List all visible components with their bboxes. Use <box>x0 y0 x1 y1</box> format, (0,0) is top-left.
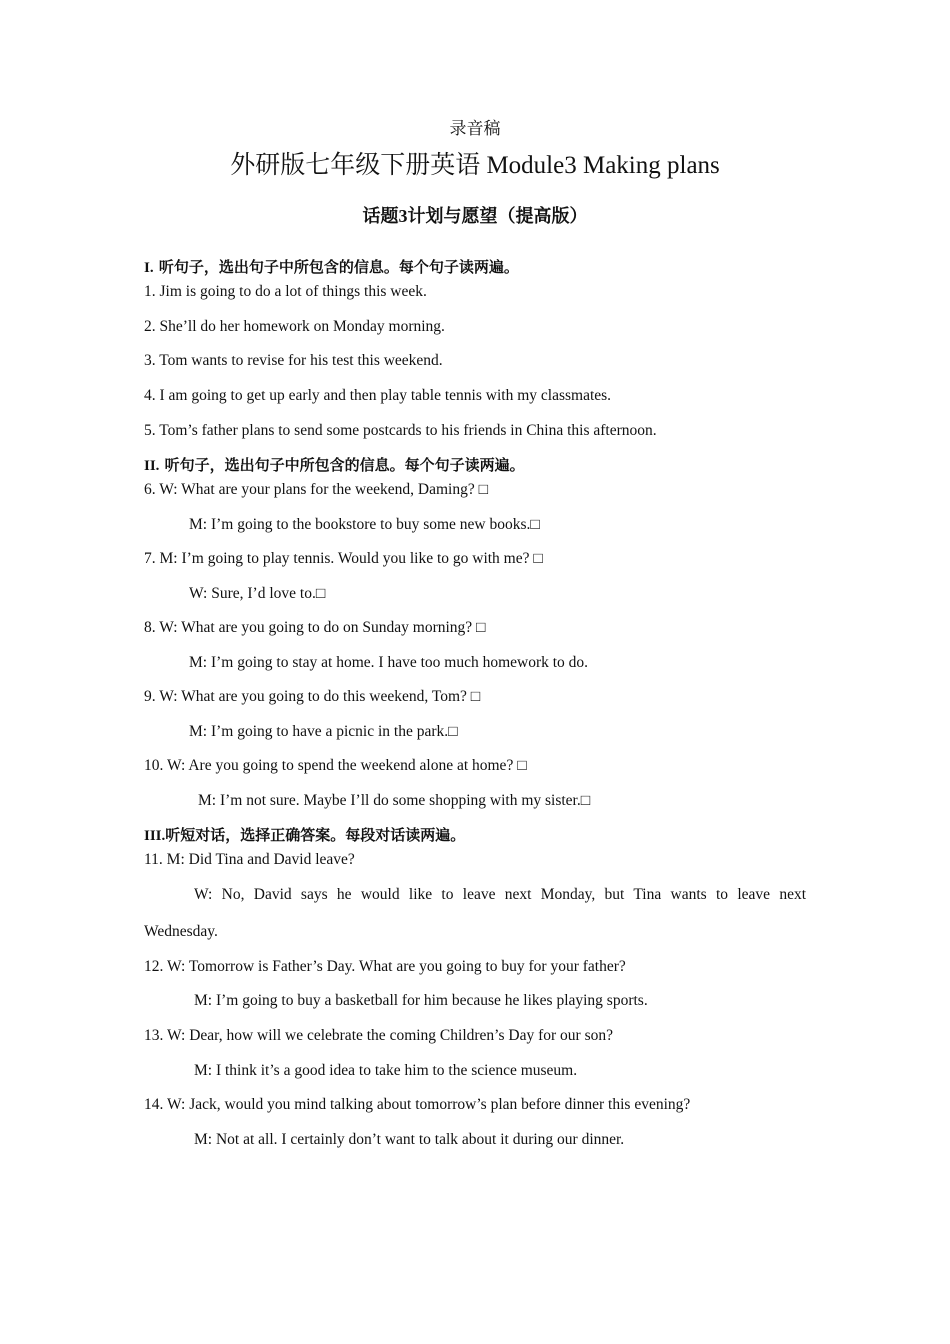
section-number: III. <box>144 828 166 844</box>
dialogue-9-answer: M: I’m going to have a picnic in the park.□ <box>189 723 458 740</box>
document-title: 外研版七年级下册英语 Module3 Making plans <box>230 152 720 179</box>
section-number: I. <box>144 260 154 276</box>
dialogue-9-question: 9. W: What are you going to do this weekend, Tom? □ <box>144 688 481 705</box>
dialogue-10-question: 10. W: Are you going to spend the weekend alone at home? □ <box>144 757 527 774</box>
topic-subtitle <box>0 207 950 226</box>
section-heading-2 <box>144 456 525 475</box>
subtitle-rest: 计划与愿望（提高版） <box>407 206 588 227</box>
subtitle-number: 3 <box>398 206 408 226</box>
dialogue-14-question: 14. W: Jack, would you mind talking about tomorrow’s plan before dinner this evening? <box>144 1096 691 1113</box>
sentence-4: 4. I am going to get up early and then play table tennis with my classmates. <box>144 387 612 404</box>
dialogue-11-answer: W: No, David says he would like to leave next Monday, but Tina wants to leave next <box>194 886 806 903</box>
section-instruction: 听句子，选出句子中所包含的信息。每个句子读两遍。 <box>158 258 519 276</box>
section-instruction: 听短对话，选择正确答案。每段对话读两遍。 <box>165 826 466 844</box>
sentence-2: 2. She’ll do her homework on Monday morning. <box>144 318 445 335</box>
dialogue-13-answer: M: I think it’s a good idea to take him to the science museum. <box>194 1062 578 1079</box>
dialogue-12-question: 12. W: Tomorrow is Father’s Day. What are you going to buy for your father? <box>144 958 626 975</box>
dialogue-14-answer: M: Not at all. I certainly don’t want to talk about it during our dinner. <box>194 1131 625 1148</box>
dialogue-10-answer: M: I’m not sure. Maybe I’ll do some shopping with my sister.□ <box>198 792 591 809</box>
section-heading-3 <box>144 826 465 845</box>
dialogue-8-answer: M: I’m going to stay at home. I have too much homework to do. <box>189 654 589 671</box>
subtitle-prefix: 话题 <box>362 206 399 227</box>
dialogue-7-answer: W: Sure, I’d love to.□ <box>189 585 326 602</box>
dialogue-6-question: 6. W: What are your plans for the weekend, Daming? □ <box>144 481 488 498</box>
dialogue-12-answer: M: I’m going to buy a basketball for him because he likes playing sports. <box>194 992 648 1009</box>
dialogue-7-question: 7. M: I’m going to play tennis. Would you like to go with me? □ <box>144 550 543 567</box>
dialogue-13-question: 13. W: Dear, how will we celebrate the coming Children’s Day for our son? <box>144 1027 613 1044</box>
dialogue-6-answer: M: I’m going to the bookstore to buy some new books.□ <box>189 516 540 533</box>
dialogue-11-question: 11. M: Did Tina and David leave? <box>144 851 355 868</box>
sentence-1: 1. Jim is going to do a lot of things this week. <box>144 283 427 300</box>
sentence-3: 3. Tom wants to revise for his test this weekend. <box>144 352 443 369</box>
pre-title: 录音稿 <box>449 119 501 138</box>
section-heading-1 <box>144 258 519 277</box>
section-instruction: 听句子，选出句子中所包含的信息。每个句子读两遍。 <box>164 456 525 474</box>
section-number: II. <box>144 458 160 474</box>
dialogue-8-question: 8. W: What are you going to do on Sunday morning? □ <box>144 619 486 636</box>
dialogue-11-answer-continued: Wednesday. <box>144 923 218 940</box>
sentence-5: 5. Tom’s father plans to send some postcards to his friends in China this afternoon. <box>144 422 657 439</box>
